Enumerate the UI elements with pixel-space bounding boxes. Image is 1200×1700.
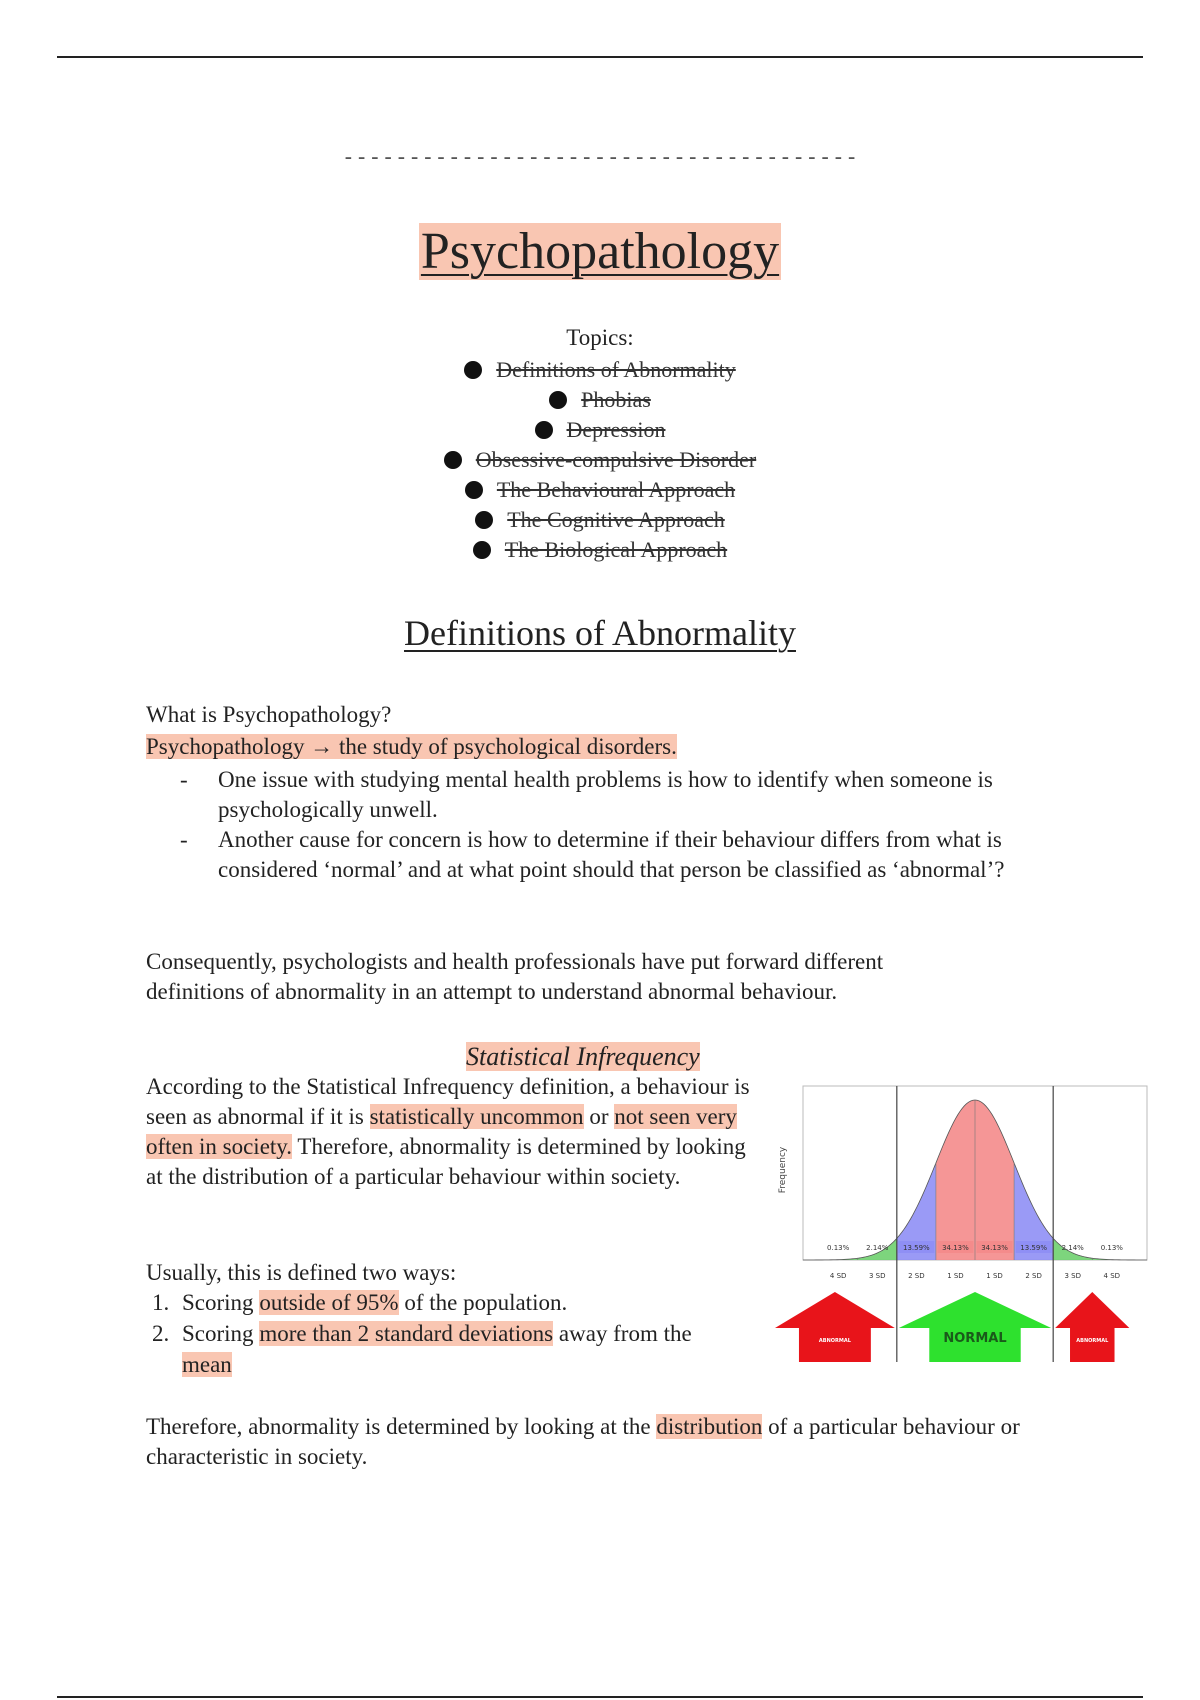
- topic-text: Depression: [566, 417, 666, 442]
- topic-text: Phobias: [581, 387, 651, 412]
- x-tick-label: 2 SD: [1025, 1272, 1042, 1280]
- text-span: According to the Statistical Infrequency definition, a behaviour is seen as abnormal if it is: [146, 1074, 750, 1129]
- text-span: away from the: [553, 1321, 692, 1346]
- definition-highlight: Psychopathology → the study of psychological disorders.: [146, 734, 677, 759]
- text-span: Scoring: [182, 1321, 260, 1346]
- percent-label: 0.13%: [827, 1244, 850, 1252]
- region-arrow: [899, 1292, 1051, 1362]
- text-span: Therefore, abnormality is determined by looking at the distribution of a particular behaviour within society.: [146, 1134, 746, 1189]
- percent-label: 2.14%: [866, 1244, 889, 1252]
- x-tick-label: 1 SD: [986, 1272, 1003, 1280]
- region-label: ABNORMAL: [818, 1338, 851, 1344]
- conclusion-paragraph: [146, 1412, 1046, 1472]
- text-span: of the population.: [398, 1290, 568, 1315]
- intro-points: [180, 765, 1010, 885]
- list-number: 1.: [152, 1290, 170, 1315]
- point-text: One issue with studying mental health problems is how to identify when someone is psychologically unwell.: [218, 767, 993, 822]
- x-tick-label: 4 SD: [829, 1272, 847, 1280]
- consequently-paragraph: Consequently, psychologists and health professionals have put forward different definitions of abnormality in an attempt to understand abnormal behaviour.: [146, 949, 884, 1004]
- page-title-text: Psychopathology: [420, 223, 780, 280]
- text-span: or: [583, 1104, 615, 1129]
- bullet-icon: [465, 481, 483, 499]
- topic-text: Definitions of Abnormality: [496, 357, 736, 382]
- list-item: - One issue with studying mental health problems is how to identify when someone is psychologically unwell.: [180, 767, 993, 822]
- bullet-icon: [475, 511, 493, 529]
- point-text: Another cause for concern is how to determine if their behaviour differs from what is considered ‘normal’ and at what point should that person be classified as ‘abnormal’?: [218, 827, 1005, 882]
- intro-question: What is Psychopathology?: [146, 702, 392, 727]
- normal-distribution-chart: [773, 1080, 1151, 1364]
- percent-label: 0.13%: [1100, 1244, 1123, 1252]
- x-tick-label: 2 SD: [908, 1272, 925, 1280]
- list-item: - Another cause for concern is how to determine if their behaviour differs from what is considered ‘normal’ and at what point should that person be classified as ‘abnormal’?: [180, 827, 1005, 882]
- topic-item: [0, 535, 1200, 565]
- topic-item: [0, 445, 1200, 475]
- statistical-heading-text: Statistical Infrequency: [466, 1042, 700, 1071]
- bottom-rule: [57, 1696, 1143, 1698]
- section-title: [0, 612, 1200, 654]
- text-span: of a particular behaviour or characteristic in society.: [146, 1414, 1020, 1469]
- bullet-icon: [549, 391, 567, 409]
- page-title: [0, 222, 1200, 282]
- topic-item: [0, 475, 1200, 505]
- topic-item: [0, 385, 1200, 415]
- bullet-icon: [473, 541, 491, 559]
- x-tick-label: 1 SD: [947, 1272, 964, 1280]
- x-tick-label: 3 SD: [869, 1272, 886, 1280]
- topic-text: Obsessive-compulsive Disorder: [475, 447, 757, 472]
- highlight-span: statistically uncommon: [369, 1104, 584, 1129]
- highlight-span: mean: [182, 1352, 232, 1377]
- topics-list: [0, 355, 1200, 565]
- region-label: NORMAL: [943, 1331, 1007, 1346]
- intro-definition: [146, 732, 677, 762]
- percent-label: 13.59%: [903, 1244, 930, 1252]
- usually-text: Usually, this is defined two ways:: [146, 1260, 457, 1285]
- bullet-icon: [464, 361, 482, 379]
- statistical-paragraph: [146, 1072, 756, 1192]
- criteria-list: [146, 1287, 746, 1380]
- highlight-span: more than 2 standard deviations: [259, 1321, 554, 1346]
- topic-text: The Cognitive Approach: [507, 507, 725, 532]
- topic-item: [0, 355, 1200, 385]
- list-number: 2.: [152, 1321, 170, 1346]
- percent-label: 2.14%: [1061, 1244, 1084, 1252]
- text-span: Scoring: [182, 1290, 260, 1315]
- text-span: Therefore, abnormality is determined by looking at the: [146, 1414, 657, 1439]
- topic-text: The Behavioural Approach: [496, 477, 736, 502]
- region-arrow: [1055, 1292, 1129, 1362]
- x-tick-label: 3 SD: [1064, 1272, 1081, 1280]
- y-axis-label: Frequency: [778, 1146, 788, 1194]
- section-title-text: Definitions of Abnormality: [404, 613, 796, 653]
- dashed-separator: ---------------------------------------: [341, 148, 859, 168]
- statistical-heading: [466, 1040, 700, 1074]
- list-item: [146, 1287, 746, 1318]
- highlight-span: outside of 95%: [259, 1290, 399, 1315]
- topic-item: [0, 505, 1200, 535]
- topics-heading: Topics:: [566, 325, 634, 350]
- percent-label: 34.13%: [942, 1244, 969, 1252]
- bullet-icon: [444, 451, 462, 469]
- x-tick-label: 4 SD: [1103, 1272, 1121, 1280]
- topic-item: [0, 415, 1200, 445]
- percent-label: 13.59%: [1020, 1244, 1047, 1252]
- highlight-span: not seen very often in society.: [146, 1104, 737, 1159]
- region-arrow: [775, 1292, 895, 1362]
- percent-label: 34.13%: [981, 1244, 1008, 1252]
- list-item: [146, 1318, 746, 1380]
- topic-text: The Biological Approach: [504, 537, 728, 562]
- top-rule: [57, 56, 1143, 58]
- highlight-span: distribution: [656, 1414, 763, 1439]
- region-label: ABNORMAL: [1076, 1338, 1109, 1344]
- bullet-icon: [535, 421, 553, 439]
